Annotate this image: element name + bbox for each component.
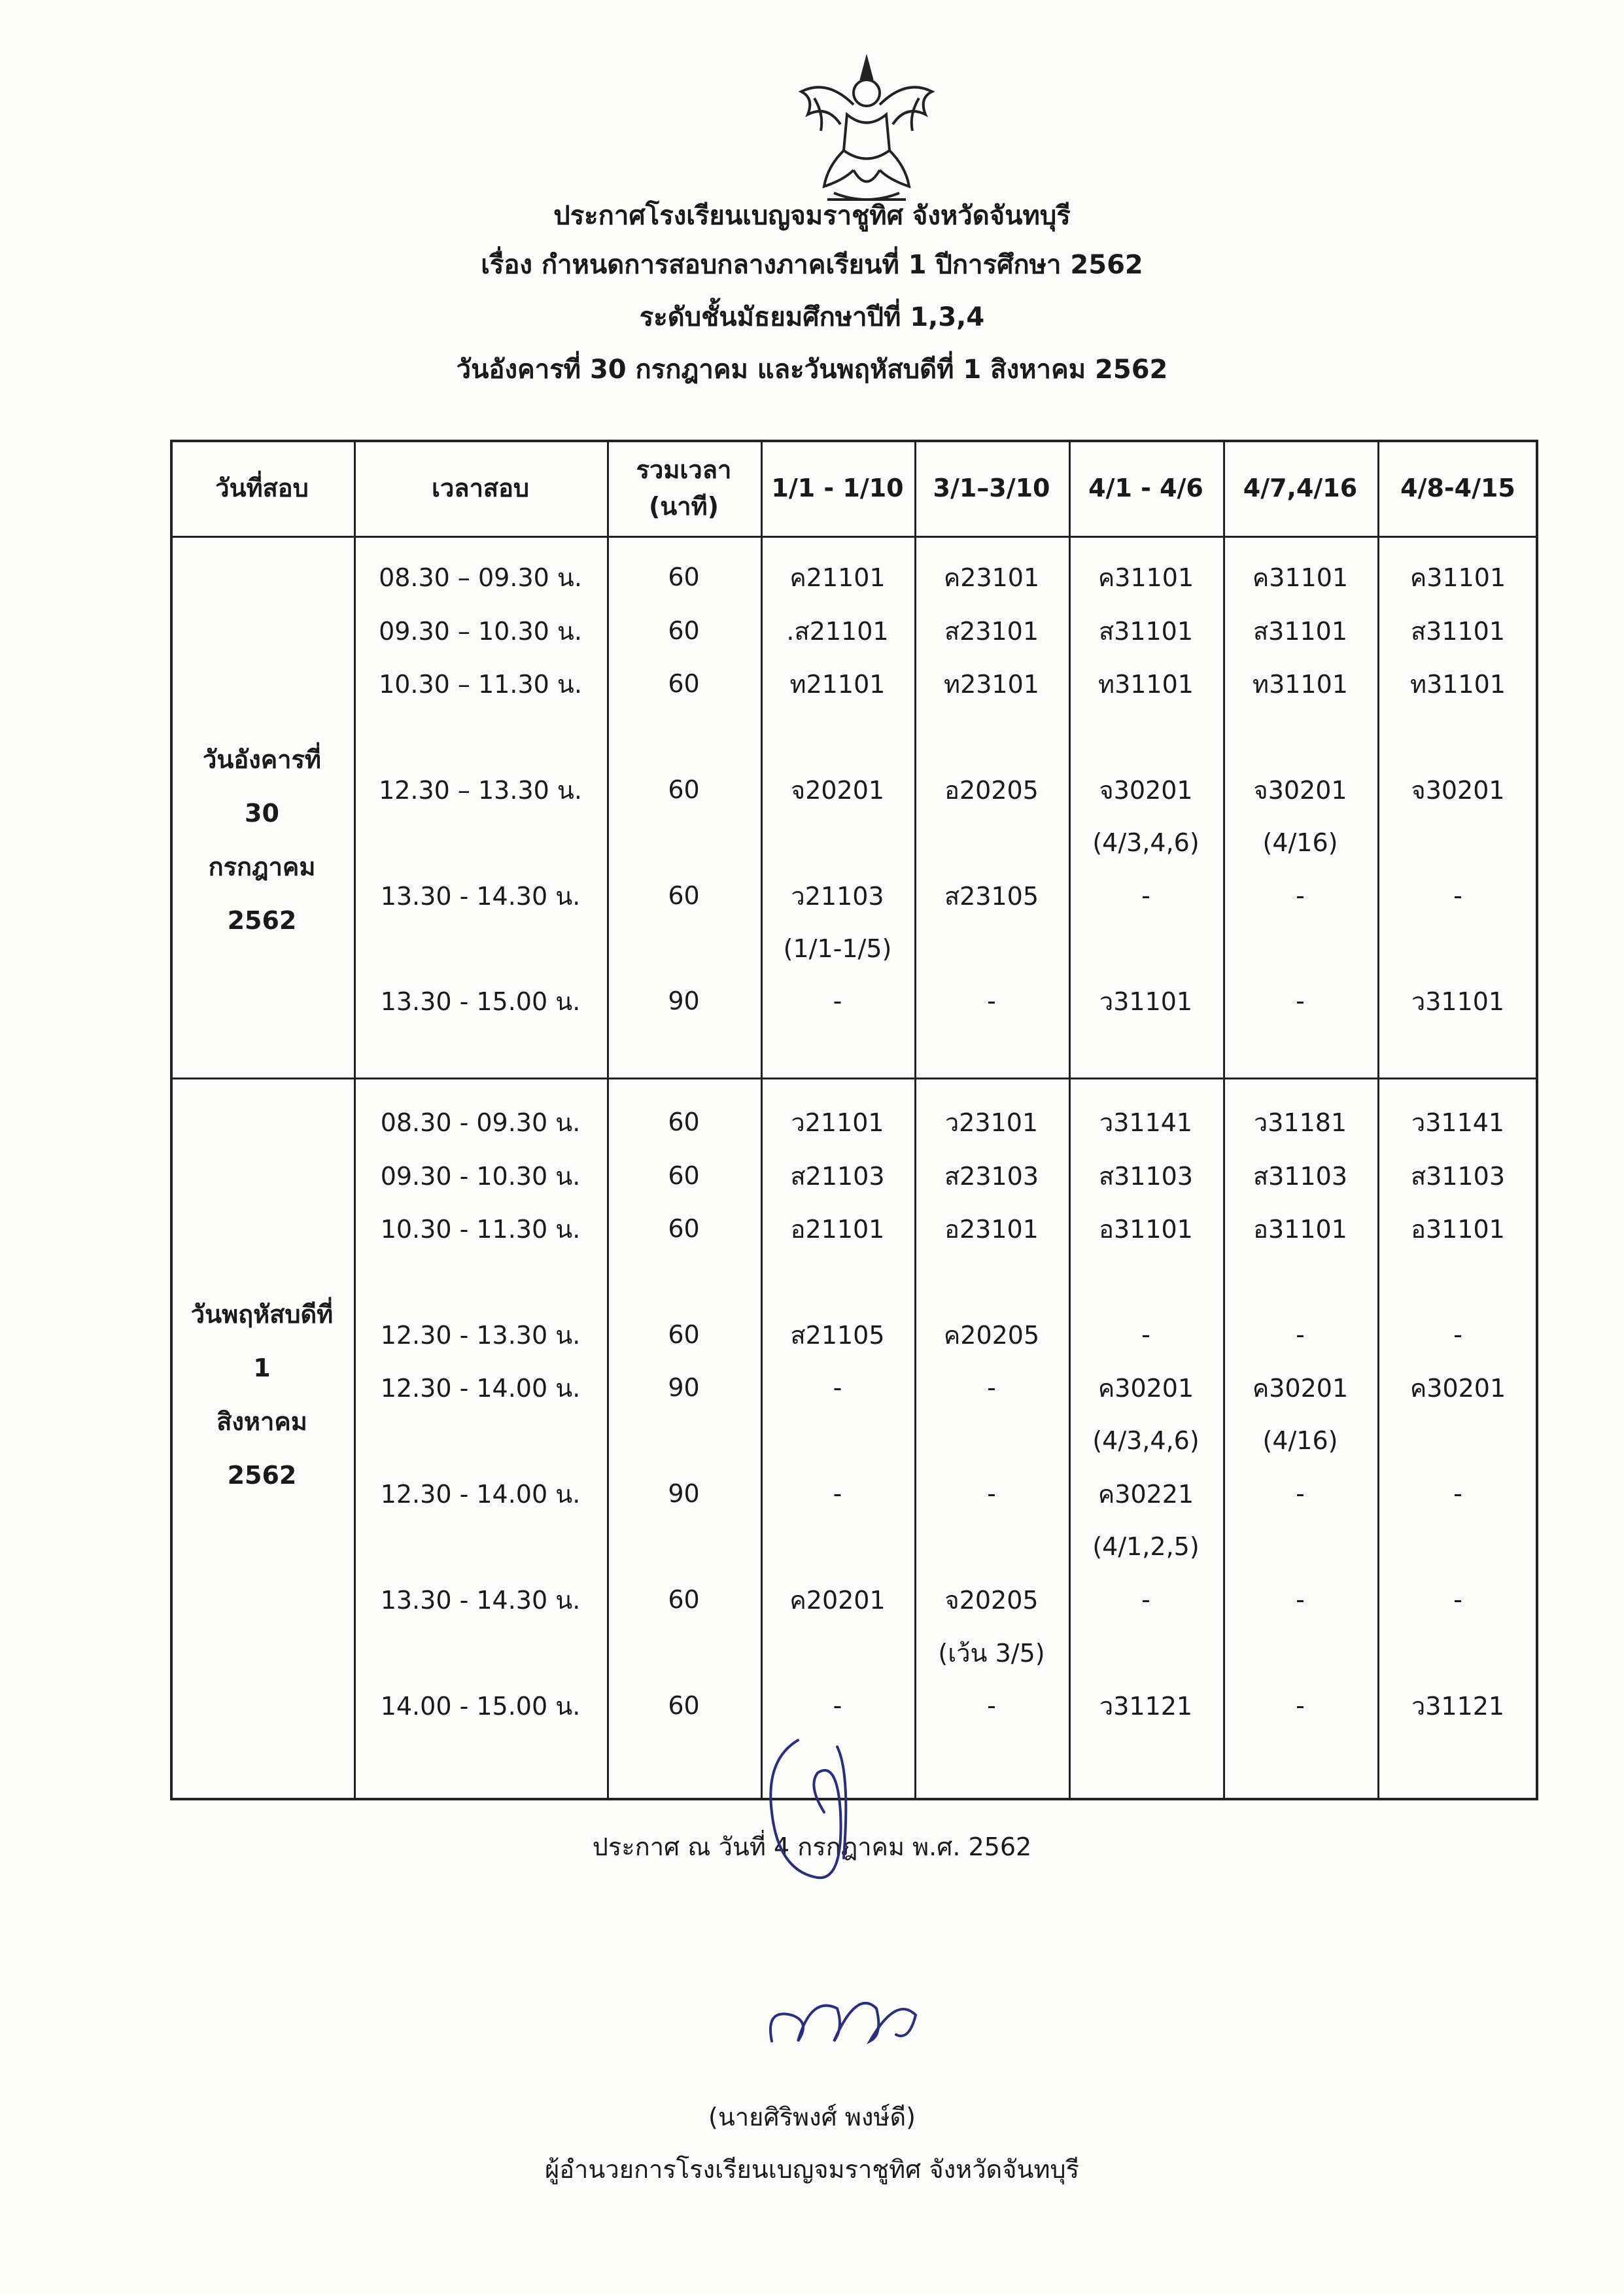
class-4b-subject: - [1296,881,1305,910]
handwritten-signature [746,1734,955,2061]
signer-title: ผู้อำนวยการโรงเรียนเบญจมราชูทิศ จังหวัดจันทบุรี [544,2155,1080,2184]
class-3-subject: ค20205 [943,1320,1040,1350]
time-cell: 10.30 – 11.30 น. [379,669,582,699]
subject-line: เรื่อง กำหนดการสอบกลางภาคเรียนที่ 1 ปีการศึกษา 2562 [481,250,1143,280]
class-1-subject [761,1414,914,1467]
class-4c-subject: - [1453,1585,1462,1614]
minutes-cell [607,1414,761,1467]
minutes-cell: 60 [668,1161,700,1190]
time-cell [354,816,607,869]
header-time: เวลาสอบ [431,474,530,502]
class-4a-subject: (4/3,4,6) [1092,1426,1200,1455]
time-cell: 14.00 - 15.00 น. [380,1691,581,1721]
header-class-1: 1/1 - 1/10 [771,474,904,502]
header-total-line2: (นาที) [648,492,719,521]
header-class-4b: 4/7,4/16 [1243,474,1358,502]
time-cell: 08.30 – 09.30 น. [379,563,582,592]
minutes-cell: 60 [668,1108,700,1136]
exam-schedule-table [170,440,1538,1800]
time-cell: 08.30 - 09.30 น. [380,1108,581,1137]
class-4b-subject: - [1296,1585,1305,1614]
minutes-cell: 60 [668,616,700,645]
exam-dates-line: วันอังคารที่ 30 กรกฎาคม และวันพฤหัสบดีที่ 1 สิงหาคม 2562 [456,355,1168,385]
class-4b-subject [1223,1626,1377,1679]
class-4c-subject: ท31101 [1410,669,1506,699]
class-4a-subject: - [1141,1320,1150,1349]
class-4c-subject: ค30201 [1409,1373,1506,1403]
minutes-cell [607,816,761,869]
class-3-subject [914,816,1069,869]
minutes-cell: 90 [668,1479,700,1508]
header-class-4c: 4/8-4/15 [1400,474,1515,502]
class-1-subject: (1/1-1/5) [783,934,892,963]
class-4a-subject: (4/1,2,5) [1092,1532,1200,1561]
class-3-subject: จ20205 [944,1585,1039,1615]
class-3-subject: (เว้น 3/5) [938,1638,1045,1668]
time-cell [354,1520,607,1573]
class-4c-subject [1377,1520,1538,1573]
class-4c-subject [1377,1626,1538,1679]
class-3-subject: อ23101 [944,1214,1039,1244]
time-cell: 09.30 - 10.30 น. [380,1161,581,1191]
class-3-subject: ค23101 [943,563,1040,592]
class-4c-subject: ว31121 [1411,1691,1505,1721]
class-4a-subject: อ31101 [1099,1214,1193,1244]
class-3-subject: - [987,987,996,1015]
class-3-subject: - [987,1479,996,1508]
minutes-cell: 60 [668,669,700,698]
day1-day: 30 [245,799,279,828]
class-3-subject: - [987,1373,996,1402]
class-4a-subject: ค30201 [1097,1373,1194,1403]
day1-label [170,733,354,947]
class-1-subject: - [833,987,842,1015]
time-cell: 09.30 – 10.30 น. [379,616,582,646]
class-4b-subject: (4/16) [1262,828,1338,857]
day2-weekday: วันพฤหัสบดีที่ [190,1300,334,1329]
day2-day: 1 [253,1354,271,1382]
minutes-cell: 60 [668,881,700,910]
class-3-subject: อ20205 [944,775,1039,805]
grade-level-line: ระดับชั้นมัธยมศึกษาปีที่ 1,3,4 [639,302,985,332]
class-1-subject: - [833,1373,842,1402]
day1-weekday: วันอังคารที่ [203,745,321,774]
time-cell [354,922,607,975]
minutes-cell: 90 [668,987,700,1015]
time-cell: 13.30 - 15.00 น. [380,987,581,1016]
class-4c-subject [1377,816,1538,869]
class-4a-subject: ว31101 [1099,987,1193,1016]
class-1-subject: ว21101 [791,1108,884,1137]
class-4b-subject: - [1296,1691,1305,1720]
class-4a-subject: (4/3,4,6) [1092,828,1200,857]
class-4a-subject: ว31121 [1099,1691,1193,1721]
time-cell [354,1626,607,1679]
class-1-subject: ท21101 [789,669,886,699]
minutes-cell: 60 [668,1320,700,1349]
class-4a-subject: ท31101 [1098,669,1194,699]
class-1-subject: ค21101 [789,563,886,592]
class-4b-subject: ค30201 [1252,1373,1349,1403]
class-4a-subject: ส31103 [1098,1161,1194,1191]
class-1-subject: อ21101 [790,1214,885,1244]
class-1-subject: ค20201 [789,1585,886,1615]
class-4b-subject: ว31181 [1253,1108,1347,1137]
class-4c-subject: จ30201 [1411,775,1505,805]
class-4c-subject: - [1453,1479,1462,1508]
day1-year: 2562 [227,906,297,935]
class-4b-subject: ส31103 [1253,1161,1348,1191]
class-4c-subject [1377,1414,1538,1467]
day2-month: สิงหาคม [216,1407,307,1436]
header-total-line1: รวมเวลา [636,455,732,484]
minutes-cell: 60 [668,1214,700,1243]
class-1-subject: ส21105 [790,1320,885,1350]
time-cell: 12.30 – 13.30 น. [379,775,582,805]
table-divider [170,1077,1538,1079]
time-cell: 13.30 - 14.30 น. [380,881,581,911]
time-cell: 12.30 - 14.00 น. [380,1479,581,1509]
class-3-subject: ส23105 [944,881,1039,911]
class-4b-subject: - [1296,1479,1305,1508]
class-4a-subject: ส31101 [1098,616,1194,646]
class-4c-subject: ส31101 [1410,616,1506,646]
class-4b-subject: จ30201 [1253,775,1347,805]
class-3-subject [914,1520,1069,1573]
class-1-subject [761,1626,914,1679]
class-4c-subject: - [1453,1320,1462,1349]
minutes-cell: 60 [668,1691,700,1720]
class-4a-subject: ค31101 [1097,563,1194,592]
time-cell: 12.30 - 14.00 น. [380,1373,581,1403]
class-4a-subject: ค30221 [1097,1479,1194,1509]
minutes-cell [607,922,761,975]
time-cell: 13.30 - 14.30 น. [380,1585,581,1615]
header-class-3: 3/1–3/10 [933,474,1050,502]
class-4c-subject: ส31103 [1410,1161,1506,1191]
class-4b-subject [1223,1520,1377,1573]
class-4b-subject: ส31101 [1253,616,1348,646]
class-4c-subject: ว31141 [1411,1108,1505,1137]
time-cell: 12.30 - 13.30 น. [380,1320,581,1350]
class-4b-subject [1223,922,1377,975]
header-date: วันที่สอบ [215,474,309,502]
header-class-4a: 4/1 - 4/6 [1088,474,1203,502]
class-4a-subject [1069,922,1223,975]
class-3-subject [914,922,1069,975]
minutes-cell: 60 [668,775,700,804]
class-1-subject [761,1520,914,1573]
class-3-subject: - [987,1691,996,1720]
class-4a-subject [1069,1626,1223,1679]
class-3-subject: ว23101 [944,1108,1039,1137]
minutes-cell [607,1520,761,1573]
class-4b-subject: - [1296,1320,1305,1349]
announcement-title: ประกาศโรงเรียนเบญจมราชูทิศ จังหวัดจันทบุรี [553,201,1071,231]
class-3-subject: ท23101 [944,669,1039,699]
minutes-cell: 60 [668,563,700,591]
time-cell: 10.30 - 11.30 น. [380,1214,581,1244]
class-1-subject: ว21103 [791,881,884,911]
class-4a-subject: จ30201 [1099,775,1193,805]
minutes-cell: 60 [668,1585,700,1614]
class-4c-subject [1377,922,1538,975]
minutes-cell: 90 [668,1373,700,1402]
class-4c-subject: ว31101 [1411,987,1505,1016]
class-4a-subject: - [1141,881,1150,910]
signer-name: (นายศิริพงศ์ พงษ์ดี) [708,2103,916,2131]
class-1-subject [761,816,914,869]
class-4b-subject: ท31101 [1253,669,1348,699]
class-4c-subject: ค31101 [1409,563,1506,592]
class-3-subject [914,1414,1069,1467]
class-4b-subject: อ31101 [1253,1214,1347,1244]
header-total-minutes [607,440,761,536]
class-1-subject: - [833,1479,842,1508]
day1-month: กรกฎาคม [208,852,316,881]
class-4c-subject: อ31101 [1411,1214,1505,1244]
class-1-subject: - [833,1691,842,1720]
day2-year: 2562 [227,1461,297,1490]
class-4b-subject: - [1296,987,1305,1015]
class-4b-subject: ค31101 [1252,563,1349,592]
announcement-date: ประกาศ ณ วันที่ 4 กรกฎาคม พ.ศ. 2562 [592,1832,1032,1861]
class-1-subject: ส21103 [790,1161,885,1191]
time-cell [354,1414,607,1467]
class-4b-subject: (4/16) [1262,1426,1338,1455]
class-1-subject: จ20201 [790,775,885,805]
class-1-subject: .ส21101 [786,616,889,646]
class-4a-subject: ว31141 [1099,1108,1193,1137]
class-4a-subject: - [1141,1585,1150,1614]
class-3-subject: ส23101 [944,616,1039,646]
day2-label [170,1288,354,1502]
class-4c-subject: - [1453,881,1462,910]
class-3-subject: ส23103 [944,1161,1039,1191]
minutes-cell [607,1626,761,1679]
garuda-emblem-icon [788,52,945,213]
